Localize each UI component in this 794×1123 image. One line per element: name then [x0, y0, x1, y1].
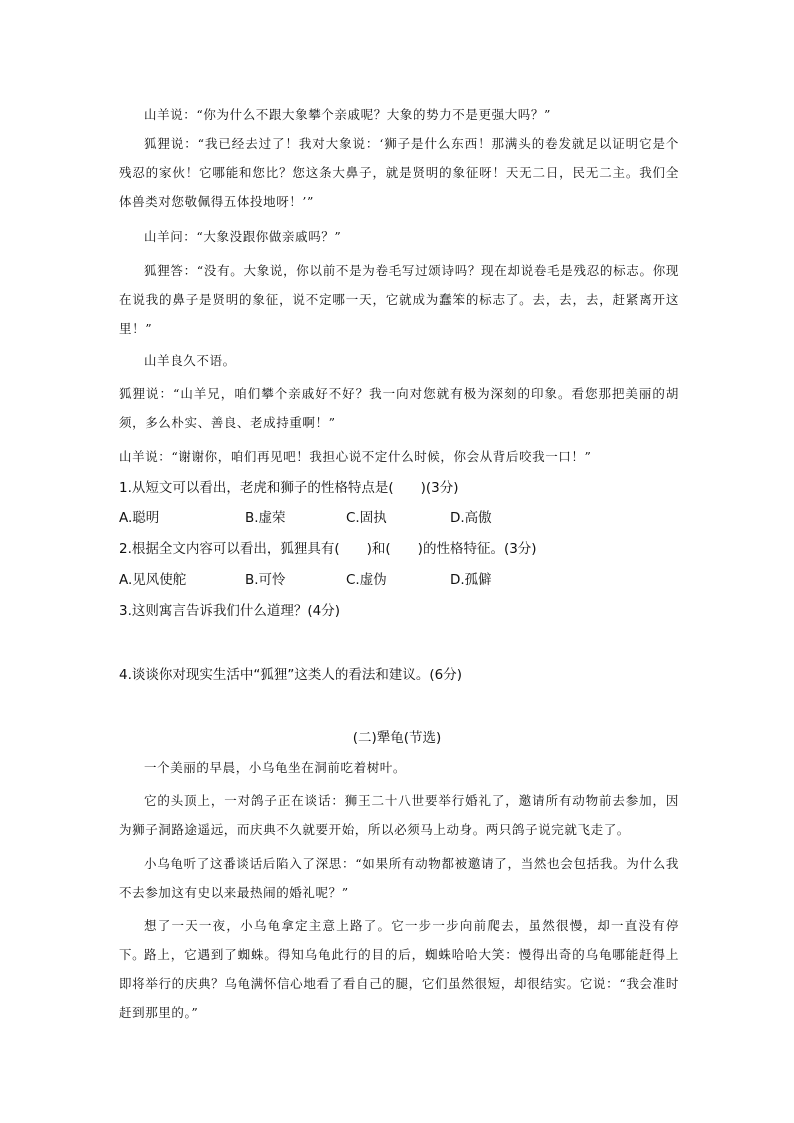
question-4: 4.谈谈你对现实生活中“狐狸”这类人的看法和建议。(6分) [119, 667, 462, 683]
question-3: 3.这则寓言告诉我们什么道理？(4分) [119, 603, 341, 619]
passage1-paragraph-6: 狐狸说：“山羊兄，咱们攀个亲戚好不好？我一向对您就有极为深刻的印象。看您那把美丽的胡须，多么朴实、善良、老成持重啊！” [119, 386, 679, 430]
passage2-paragraph-3: 小乌龟听了这番谈话后陷入了深思：“如果所有动物都被邀请了，当然也会包括我。为什么我不去参加这有史以来最热闹的婚礼呢？” [119, 856, 679, 900]
question-2-option-b: B.可怜 [245, 572, 286, 588]
passage1-paragraph-2: 狐狸说：“我已经去过了！我对大象说：‘狮子是什么东西！那满头的卷发就足以证明它是个残忍的家伙！它哪能和您比？您这条大鼻子，就是贤明的象征呀！天无二日，民无二主。我们全体兽类对您敬佩得五体投地呀！’” [119, 136, 679, 209]
question-1-option-d: D.高傲 [450, 510, 492, 526]
passage2-paragraph-5: 路上，它遇到了蜘蛛。得知乌龟此行的目的后，蜘蛛哈哈大笑：慢得出奇的乌龟哪能赶得上即将举行的庆典？乌龟满怀信心地看了看自己的腿，它们虽然很短，却很结实。它说：“我会准时赶到那里的。” [119, 947, 679, 1020]
passage1-paragraph-4: 狐狸答：“没有。大象说，你以前不是为卷毛写过颂诗吗？现在却说卷毛是残忍的标志。你现在说我的鼻子是贤明的象征，说不定哪一天，它就成为蠢笨的标志了。去，去，去，赶紧离开这里！” [119, 263, 679, 336]
question-1-option-b: B.虚荣 [245, 510, 286, 526]
passage2-paragraph-1: 一个美丽的早晨，小乌龟坐在洞前吃着树叶。 [144, 760, 407, 775]
question-1-options [119, 508, 539, 528]
question-2-option-a: A.见风使舵 [119, 572, 187, 588]
question-2: 2.根据全文内容可以看出，狐狸具有( )和( )的性格特征。(3分) [119, 541, 537, 557]
question-1-option-a: A.聪明 [119, 510, 160, 526]
passage2-title: (二)犟龟(节选) [352, 730, 442, 746]
passage1-paragraph-5: 山羊良久不语。 [144, 353, 236, 368]
passage2-paragraph-4: 想了一天一夜，小乌龟拿定主意上路了。它一步一步向前爬去，虽然很慢，却一直没有停下。 [119, 918, 679, 962]
question-2-options [119, 570, 539, 590]
question-1: 1.从短文可以看出，老虎和狮子的性格特点是( )(3分) [119, 480, 459, 496]
passage2-paragraph-2: 它的头顶上，一对鸽子正在谈话：狮王二十八世要举行婚礼了，邀请所有动物前去参加，因为狮子洞路途遥远，而庆典不久就要开始，所以必须马上动身。两只鸽子说完就飞走了。 [119, 793, 679, 837]
passage1-paragraph-7: 山羊说：“谢谢你，咱们再见吧！我担心说不定什么时候，你会从背后咬我一口！” [119, 449, 592, 464]
question-2-option-d: D.孤僻 [450, 572, 492, 588]
passage1-paragraph-3: 山羊问：“大象没跟你做亲戚吗？” [144, 229, 342, 244]
question-1-option-c: C.固执 [346, 510, 387, 526]
question-2-option-c: C.虚伪 [346, 572, 387, 588]
passage1-paragraph-1: 山羊说：“你为什么不跟大象攀个亲戚呢？大象的势力不是更强大吗？” [144, 107, 551, 122]
